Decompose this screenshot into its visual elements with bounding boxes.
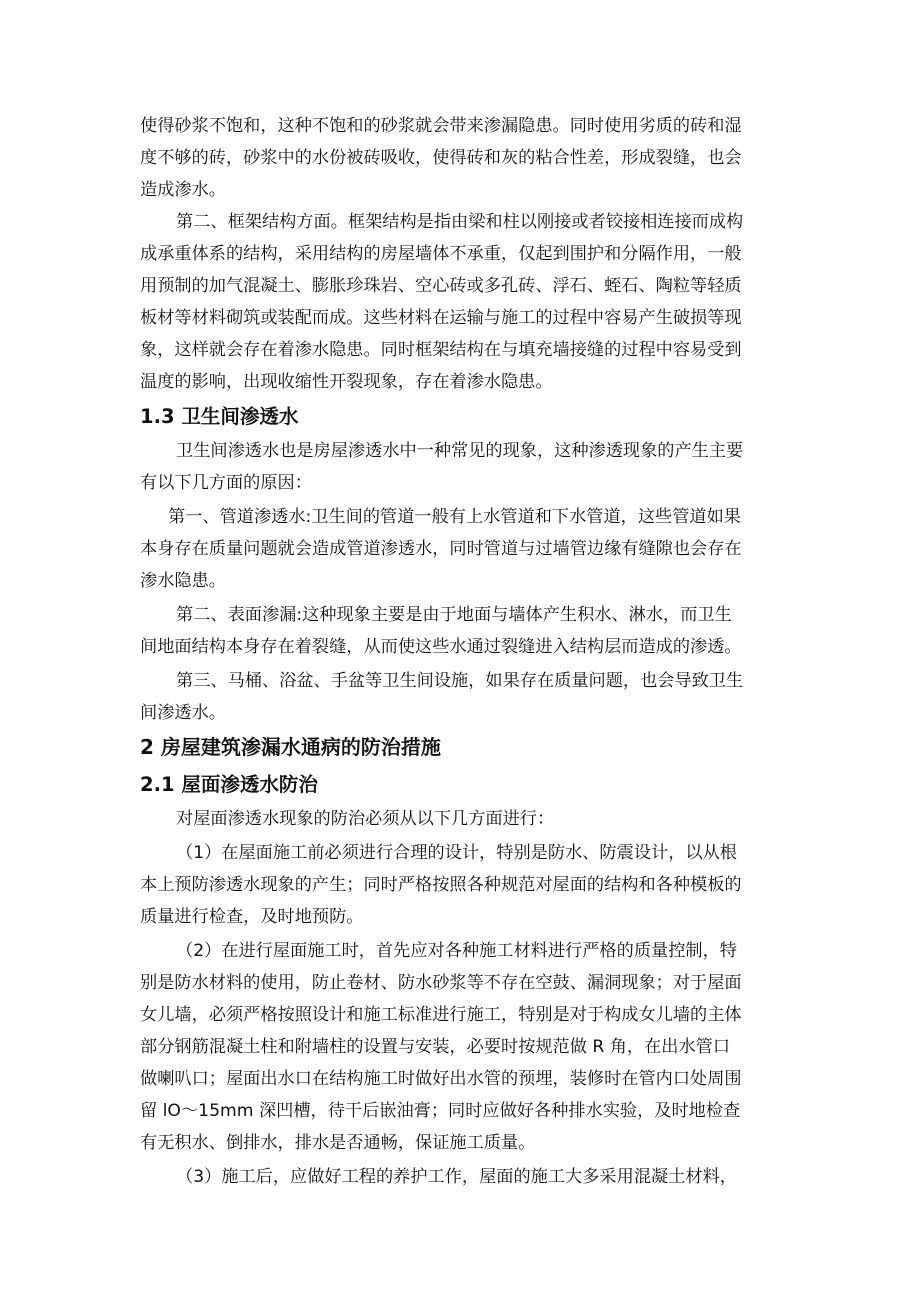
paragraph-roof-construction: [140, 935, 778, 1159]
text-line: 别是防水材料的使用，防止卷材、防水砂浆等不存在空鼓、漏洞现象；对于屋面: [140, 973, 742, 993]
paragraph-frame-structure: [140, 206, 778, 398]
text-line: 第二、框架结构方面。框架结构是指由梁和柱以刚接或者铰接相连接而成构: [176, 212, 744, 232]
paragraph-mortar: [140, 110, 778, 206]
text-line: 质量进行检查，及时地预防。: [140, 907, 364, 927]
text-line: 第二、表面渗漏:这种现象主要是由于地面与墙体产生积水、淋水，而卫生: [176, 605, 732, 625]
paragraph-fixtures: [140, 665, 778, 729]
text-line: （3）施工后，应做好工程的养护工作，屋面的施工大多采用混凝土材料，: [176, 1167, 737, 1187]
paragraph-pipe-seepage: [140, 501, 778, 597]
text-line: （2）在进行屋面施工时，首先应对各种施工材料进行严格的质量控制，特: [176, 941, 737, 961]
paragraph-surface-leak: [140, 599, 778, 663]
text-line: 造成渗水。: [140, 180, 226, 200]
text-line: 有无积水、倒排水，排水是否通畅，保证施工质量。: [140, 1133, 536, 1153]
text-line: 本上预防渗透水现象的产生；同时严格按照各种规范对屋面的结构和各种模板的: [140, 875, 742, 895]
text-line: （1）在屋面施工前必须进行合理的设计，特别是防水、防震设计，以从根: [176, 843, 737, 863]
heading-2: 2 房屋建筑渗漏水通病的防治措施: [140, 735, 441, 759]
paragraph-roof-maintenance: [140, 1161, 778, 1193]
text-line: 温度的影响，出现收缩性开裂现象，存在着渗水隐患。: [140, 372, 553, 392]
text-line: 间地面结构本身存在着裂缝，从而使这些水通过裂缝进入结构层而造成的渗透。: [140, 637, 742, 657]
paragraph-roof-intro: [140, 803, 778, 835]
text-line: 间渗透水。: [140, 703, 226, 723]
text-line: 象，这样就会存在着渗水隐患。同时框架结构在与填充墙接缝的过程中容易受到: [140, 340, 742, 360]
text-line: 使得砂浆不饱和，这种不饱和的砂浆就会带来渗漏隐患。同时使用劣质的砖和湿: [140, 116, 742, 136]
paragraph-roof-design: [140, 837, 778, 933]
text-line: 部分钢筋混凝土柱和附墙柱的设置与安装，必要时按规范做 R 角，在出水管口: [140, 1037, 731, 1057]
text-line: 度不够的砖，砂浆中的水份被砖吸收，使得砖和灰的粘合性差，形成裂缝，也会: [140, 148, 742, 168]
text-line: 用预制的加气混凝土、膨胀珍珠岩、空心砖或多孔砖、浮石、蛭石、陶粒等轻质: [140, 276, 742, 296]
text-line: 卫生间渗透水也是房屋渗透水中一种常见的现象，这种渗透现象的产生主要: [176, 441, 744, 461]
text-line: 做喇叭口；屋面出水口在结构施工时做好出水管的预埋，装修时在管内口处周围: [140, 1069, 742, 1089]
text-line: 第三、马桶、浴盆、手盆等卫生间设施，如果存在质量问题，也会导致卫生: [176, 671, 744, 691]
text-line: 第一、管道渗透水:卫生间的管道一般有上水管道和下水管道，这些管道如果: [168, 507, 741, 527]
text-line: 板材等材料砌筑或装配而成。这些材料在运输与施工的过程中容易产生破损等现: [140, 308, 742, 328]
heading-1-3: 1.3 卫生间渗透水: [140, 405, 299, 428]
text-line: 有以下几方面的原因：: [140, 473, 312, 493]
heading-2-1: 2.1 屋面渗透水防治: [140, 773, 318, 796]
text-line: 女儿墙，必须严格按照设计和施工标准进行施工，特别是对于构成女儿墙的主体: [140, 1005, 742, 1025]
text-line: 留 lO～15mm 深凹槽，待干后嵌油膏；同时应做好各种排水实验，及时地检查: [140, 1101, 741, 1121]
text-line: 成承重体系的结构，采用结构的房屋墙体不承重，仅起到围护和分隔作用，一般: [140, 244, 742, 264]
text-line: 对屋面渗透水现象的防治必须从以下几方面进行：: [176, 809, 555, 829]
text-line: 本身存在质量问题就会造成管道渗透水，同时管道与过墙管边缘有缝隙也会存在: [140, 539, 742, 559]
text-line: 渗水隐患。: [140, 571, 226, 591]
paragraph-bathroom-intro: [140, 435, 778, 499]
